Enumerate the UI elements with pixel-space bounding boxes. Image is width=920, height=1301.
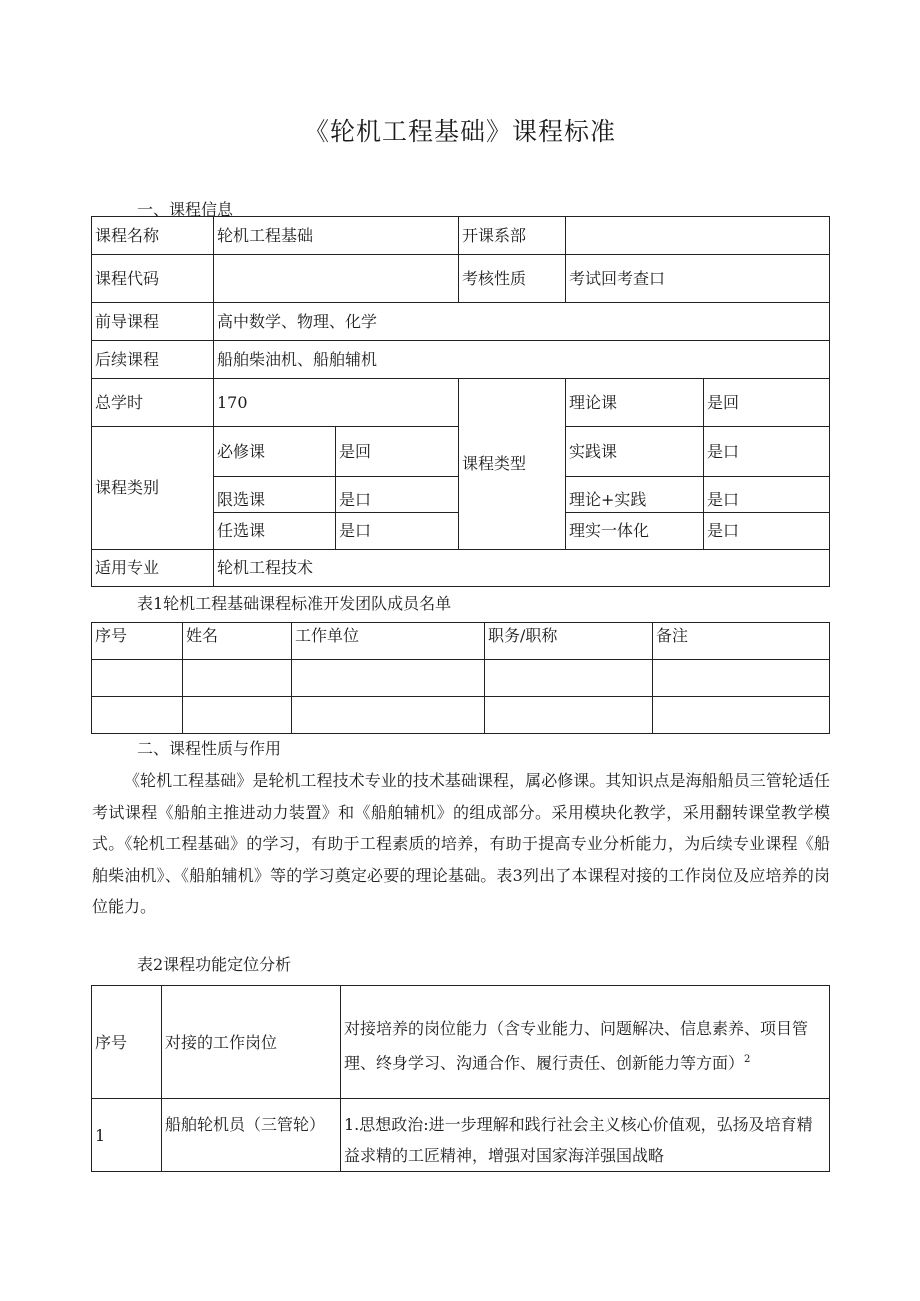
exam-type-value: 考试回考查口 <box>566 255 830 303</box>
header-serial-no: 序号 <box>92 623 183 660</box>
prerequisite-label: 前导课程 <box>92 303 214 341</box>
row1-post-ability: 1.思想政治:进一步理解和践行社会主义核心价值观，弘扬及培育精益求精的工匠精神，增强对国家海洋强国战略 <box>341 1099 830 1172</box>
table-cell <box>183 660 292 697</box>
elective-label: 任选课 <box>214 513 336 550</box>
limited-value: 是口 <box>336 477 459 513</box>
table2-caption: 表2课程功能定位分析 <box>137 955 292 974</box>
table-cell <box>653 660 830 697</box>
course-code-value <box>214 255 459 303</box>
limited-label: 限选课 <box>214 477 336 513</box>
row1-work-post: 船舶轮机员（三管轮） <box>162 1099 341 1172</box>
course-name-label: 课程名称 <box>92 217 214 255</box>
table-cell <box>653 697 830 734</box>
header-work-post: 对接的工作岗位 <box>162 986 341 1099</box>
table-row <box>92 697 830 734</box>
integrated-label: 理实一体化 <box>566 513 704 550</box>
department-value <box>566 217 830 255</box>
elective-value: 是口 <box>336 513 459 550</box>
follow-up-value: 船舶柴油机、船舶辅机 <box>214 341 830 379</box>
table-cell <box>485 660 653 697</box>
practice-label: 实践课 <box>566 427 704 477</box>
table-cell <box>183 697 292 734</box>
total-hours-label: 总学时 <box>92 379 214 427</box>
applicable-major-label: 适用专业 <box>92 550 214 587</box>
department-label: 开课系部 <box>459 217 566 255</box>
theory-practice-label: 理论+实践 <box>566 477 704 513</box>
practice-value: 是口 <box>704 427 830 477</box>
table1-caption: 表1轮机工程基础课程标准开发团队成员名单 <box>137 594 452 613</box>
table-cell <box>92 660 183 697</box>
row1-serial-no: 1 <box>92 1099 162 1172</box>
header-position-title: 职务/职称 <box>485 623 653 660</box>
header-serial-no: 序号 <box>92 986 162 1099</box>
course-function-table <box>91 985 830 1172</box>
table-cell <box>92 697 183 734</box>
course-info-table <box>91 216 830 587</box>
header-work-unit: 工作单位 <box>292 623 485 660</box>
course-category-label: 课程类别 <box>92 427 214 550</box>
theory-value: 是回 <box>704 379 830 427</box>
integrated-value: 是口 <box>704 513 830 550</box>
section-heading-course-info: 一、课程信息 <box>137 200 234 219</box>
header-post-ability <box>341 986 830 1099</box>
section-heading-course-nature: 二、课程性质与作用 <box>137 739 282 758</box>
course-nature-paragraph: 《轮机工程基础》是轮机工程技术专业的技术基础课程，属必修课。其知识点是海船船员三管轮适任考试课程《船舶主推进动力装置》和《船舶辅机》的组成部分。采用模块化教学，采用翻转课堂教学模式。《轮机工程基础》的学习，有助于工程素质的培养，有助于提高专业分析能力，为后续专业课程《船舶柴油机》、《船舶辅机》等的学习奠定必要的理论基础。表3列出了本课程对接的工作岗位及应培养的岗位能力。 <box>92 771 830 916</box>
theory-practice-value: 是口 <box>704 477 830 513</box>
course-code-label: 课程代码 <box>92 255 214 303</box>
document-title: 《轮机工程基础》课程标准 <box>303 117 616 146</box>
total-hours-value: 170 <box>214 379 459 427</box>
exam-type-label: 考核性质 <box>459 255 566 303</box>
course-name-value: 轮机工程基础 <box>214 217 459 255</box>
table-cell <box>292 697 485 734</box>
table-cell <box>292 660 485 697</box>
header-remarks: 备注 <box>653 623 830 660</box>
footnote-mark: 2 <box>744 1054 751 1066</box>
course-type-label: 课程类型 <box>459 379 566 550</box>
required-label: 必修课 <box>214 427 336 477</box>
required-value: 是回 <box>336 427 459 477</box>
table-cell <box>485 697 653 734</box>
theory-label: 理论课 <box>566 379 704 427</box>
follow-up-label: 后续课程 <box>92 341 214 379</box>
table-row <box>92 1099 830 1172</box>
team-members-table <box>91 622 830 734</box>
table-row <box>92 660 830 697</box>
header-post-ability-text: 对接培养的岗位能力（含专业能力、问题解决、信息素养、项目管理、终身学习、沟通合作、履行责任、创新能力等方面） <box>344 1019 809 1073</box>
header-name: 姓名 <box>183 623 292 660</box>
prerequisite-value: 高中数学、物理、化学 <box>214 303 830 341</box>
applicable-major-value: 轮机工程技术 <box>214 550 830 587</box>
